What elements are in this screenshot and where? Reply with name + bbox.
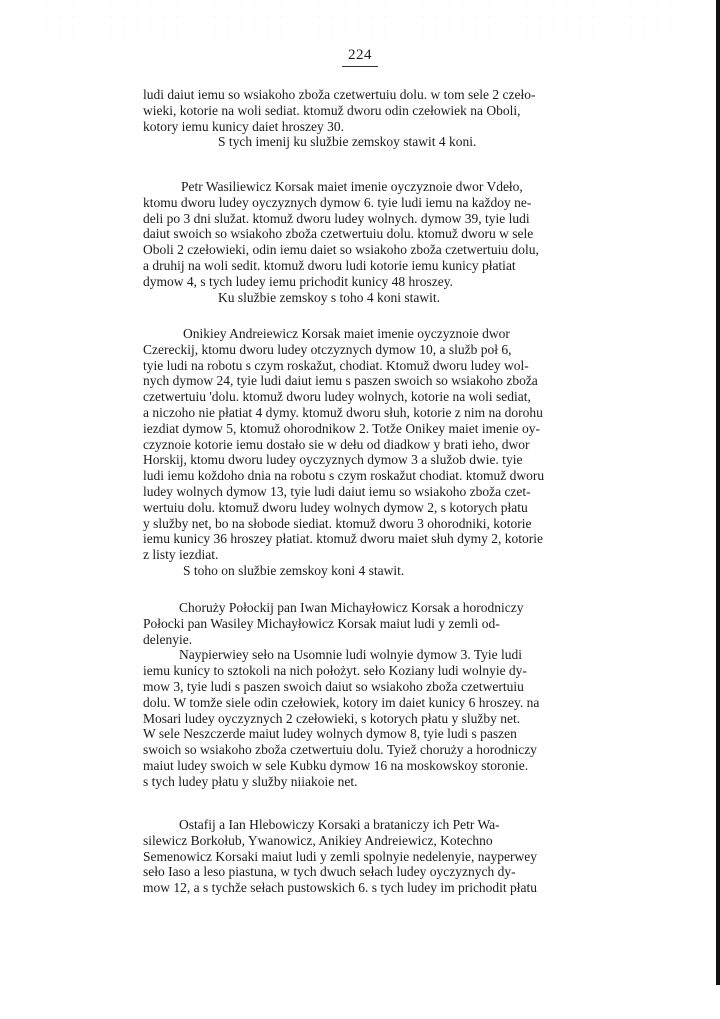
text-line: Oboli 2 czełowieki, odin iemu daiet so wsiakoho zboža czetwertuiu dolu, xyxy=(143,242,539,258)
text-line: silewicz Borkołub, Ywanowicz, Anikiey Andreiewicz, Kotechno xyxy=(143,832,493,848)
paragraph-3 xyxy=(143,326,653,579)
text-line: dolu. W tomže siele odin czełowiek, kotory im daiet kunicy 6 hroszey. na xyxy=(143,694,540,710)
text-line: a druhij na woli sedit. ktomuž dworu ludi kotorie iemu kunicy płatiat xyxy=(143,257,516,273)
text-line: daiut swoich so wsiakoho zboža czetwertuiu dolu. ktomuž dworu w sele xyxy=(143,226,534,242)
text-line: Onikiey Andreiewicz Korsak maiet imenie oyczyznoie dwor xyxy=(183,326,510,341)
text-line: wieki, kotorie na woli sediat. ktomuž dworu odin czełowiek na Oboli, xyxy=(143,102,521,118)
paragraph-5 xyxy=(143,817,653,896)
text-line: deli po 3 dni služat. ktomuž dworu ludey wolnych. dymow 39, tyie ludi xyxy=(143,210,530,226)
text-line: iezdiat dymow 5, ktomuž ohorodnikow 2. Totže Onikey maiet imenie oy- xyxy=(143,420,540,436)
text-line: kotory iemu kunicy daiet hroszey 30. xyxy=(143,118,344,134)
text-line: seło Iaso a leso piastuna, w tych dwuch sełach ludey oyczyznych dy- xyxy=(143,864,516,880)
text-line: iemu kunicy to sztokoli na nich położyt. seło Koziany ludi wolnyie dy- xyxy=(143,663,527,679)
text-line: S toho on službie zemskoy koni 4 stawit. xyxy=(183,562,405,578)
text-line: czyznoie kotorie iemu dostało sie w dełu od diadkow y brati ieho, dwor xyxy=(143,436,530,452)
text-line: a niczoho nie płatiat 4 dymy. ktomuž dworu słuh, kotorie z nim na dorohu xyxy=(143,404,543,420)
text-line: Mosari ludey oyczyznych 2 czełowieki, s kotorych płatu y služby net. xyxy=(143,710,521,726)
text-line: Ku službie zemskoy s toho 4 koni stawit. xyxy=(218,289,440,305)
text-line: nych dymow 24, tyie ludi daiut iemu s paszen swoich so wsiakoho zboža xyxy=(143,373,538,389)
page-number-text: 224 xyxy=(348,47,372,63)
paragraph-4 xyxy=(143,600,653,790)
text-line: z listy iezdiat. xyxy=(143,547,219,563)
text-line: ludey wolnych dymow 13, tyie ludi daiut iemu so wsiakoho zboža czet- xyxy=(143,483,531,499)
text-line: Ostafij a Ian Hlebowiczy Korsaki a brataniczy ich Petr Wa- xyxy=(179,817,500,832)
text-line: Petr Wasiliewicz Korsak maiet imenie oyczyznoie dwor Vdeło, xyxy=(181,179,523,194)
text-line: maiut ludey swoich w sele Kubku dymow 16 na moskowskoy storonie. xyxy=(143,757,529,773)
text-line: dymow 4, s tych ludey iemu prichodit kunicy 48 hroszey. xyxy=(143,273,453,289)
paragraph-2 xyxy=(143,179,653,305)
text-line: Horskij, ktomu dworu ludey oyczyznych dymow 3 a služob dwie. tyie xyxy=(143,452,523,468)
text-line: wertuiu dolu. ktomuž dworu ludey wolnych dymow 2, s kotorych płatu xyxy=(143,499,528,515)
text-line: iemu kunicy 36 hroszey płatiat. ktomuž dworu maiet słuh dymy 2, kotorie xyxy=(143,531,544,547)
scan-noise xyxy=(40,0,680,40)
paragraph-1 xyxy=(143,87,653,150)
text-line: W sele Neszczerde maiut ludey wolnych dymow 8, tyie ludi s paszen xyxy=(143,726,517,742)
page-number xyxy=(0,47,720,67)
text-line: Połocki pan Wasiley Michayłowicz Korsak maiut ludi y zemli od- xyxy=(143,615,500,631)
text-line: s tych ludey płatu y služby niiakoie net. xyxy=(143,773,358,789)
text-line: y služby net, bo na słobode siediat. ktomuž dworu 3 ohorodniki, kotorie xyxy=(143,515,532,531)
text-line: Semenowicz Korsaki maiut ludi y zemli spolnyie nedelenyie, nayperwey xyxy=(143,848,538,864)
text-line: Czereckij, ktomu dworu ludey otczyznych dymow 10, a služb poł 6, xyxy=(143,341,512,357)
text-line: Chorużу Połockij pan Iwan Michayłowicz Korsak a horodniczy xyxy=(179,600,524,615)
text-line: mow 12, a s tychže sełach pustowskich 6. s tych ludey im prichodit płatu xyxy=(143,880,538,896)
page-edge-shadow xyxy=(716,0,720,985)
text-line: mow 3, tyie ludi s paszen swoich daiut so wsiakoho zboža czetwertuiu xyxy=(143,678,524,694)
text-line: swoich so wsiakoho zboža czetwertuiu dolu. Tyiež chorużу a horodniczy xyxy=(143,742,537,758)
text-line: ktomu dworu ludey oyczyznych dymow 6. tyie ludi iemu na každoy ne- xyxy=(143,194,532,210)
text-line: ludi daiut iemu so wsiakoho zboža czetwertuiu dolu. w tom sele 2 czeło- xyxy=(143,87,536,102)
page-number-rule xyxy=(342,66,378,67)
text-line: delenyie. xyxy=(143,631,193,647)
text-line: ludi iemu koždoho dnia na robotu s czym roskažut chodiat. ktomuž dworu xyxy=(143,468,545,484)
text-line: tyie ludi na robotu s czym roskažut, chodiat. Ktomuž dworu ludey wol- xyxy=(143,357,529,373)
text-line: Naypierwiey seło na Usomnie ludi wolnyie dymow 3. Tyie ludi xyxy=(179,647,523,663)
text-line: S tych imenij ku službie zemskoy stawit 4 koni. xyxy=(218,134,477,150)
text-line: czetwertuiu 'dolu. ktomuž dworu ludey wolnych, kotorie na woli sediat, xyxy=(143,389,531,405)
